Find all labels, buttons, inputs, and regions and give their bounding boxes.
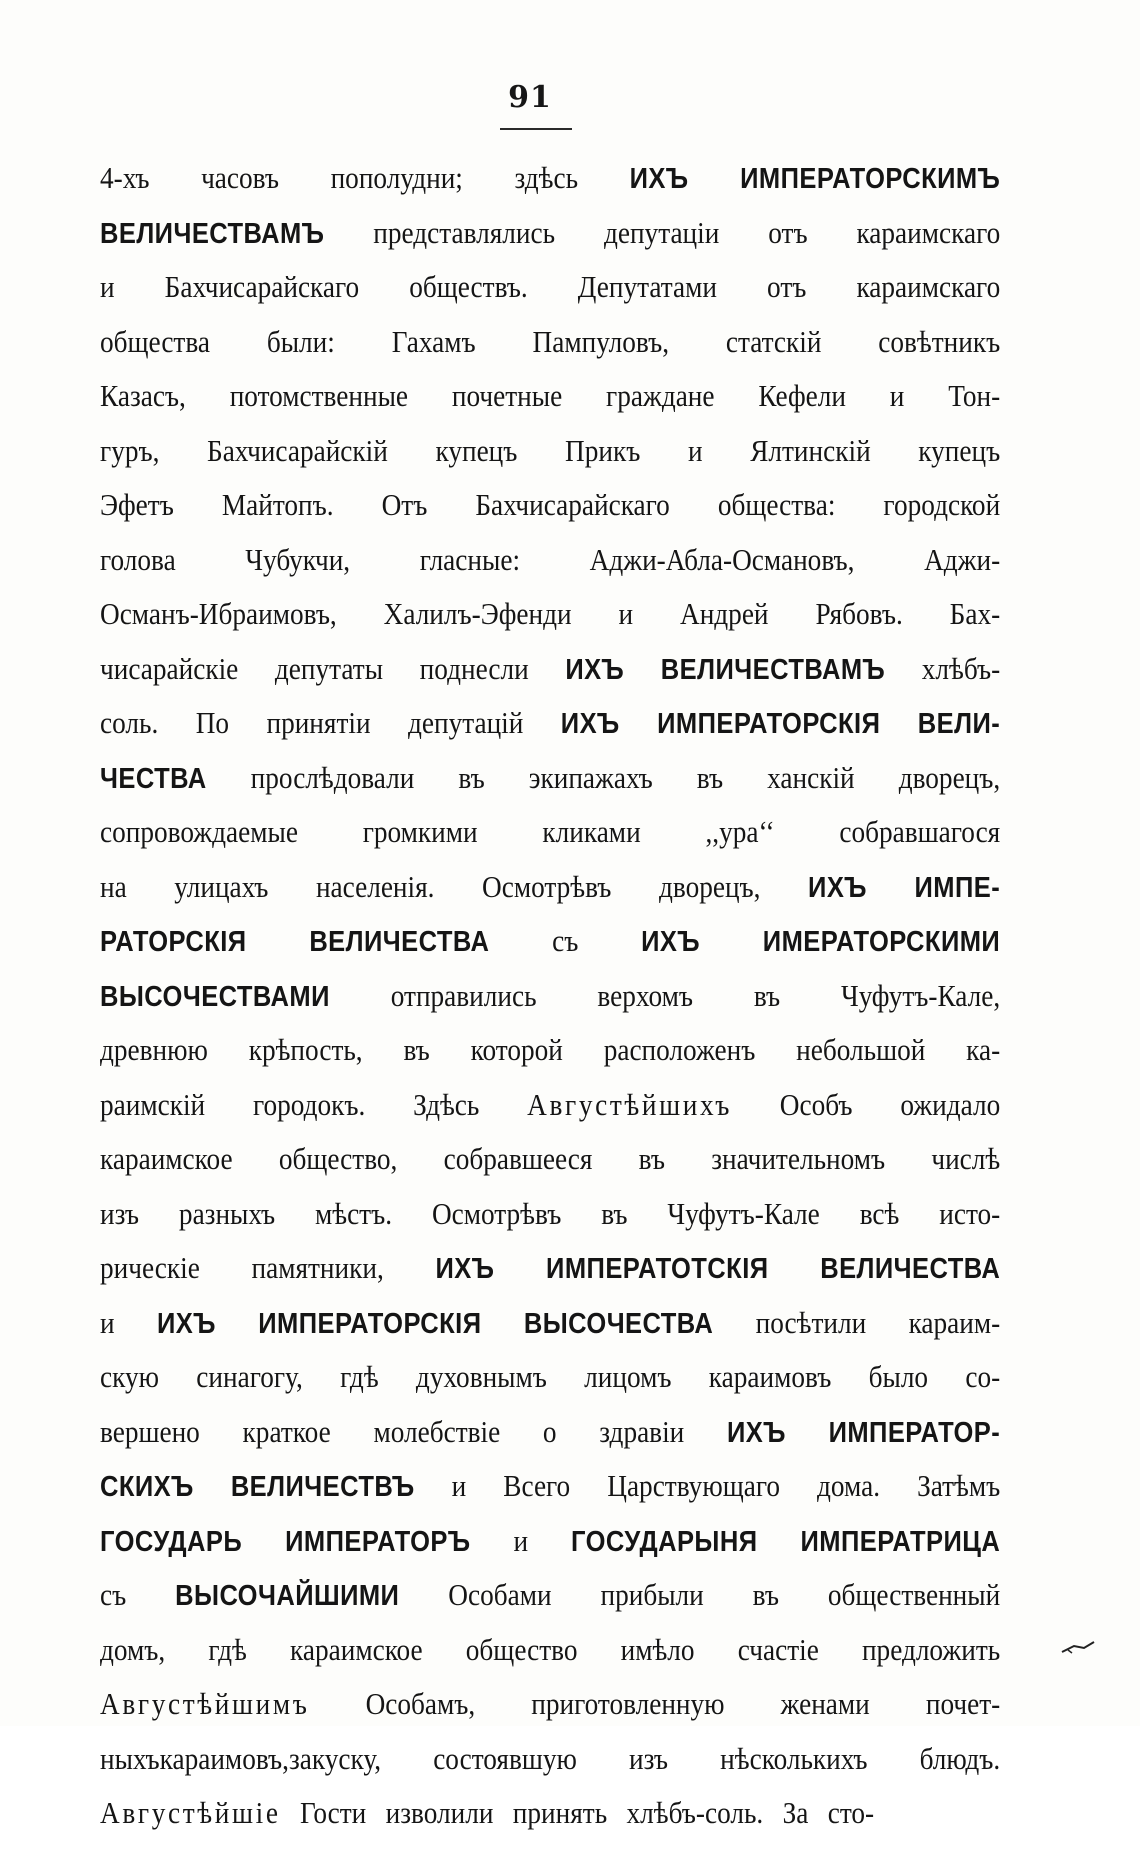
page-number: 91 — [508, 80, 552, 115]
text-line — [100, 1632, 1000, 1687]
word: Бахчисарайскаго — [475, 487, 670, 522]
word: съ — [552, 923, 579, 958]
word: караимское — [100, 1141, 233, 1176]
word: нѣсколькихъ — [720, 1740, 868, 1776]
word: Османъ-Ибраимовъ, — [100, 596, 337, 631]
word: сопровождаемые — [100, 814, 298, 849]
word: въ — [696, 759, 724, 795]
text-line — [100, 1523, 1000, 1578]
word: граждане — [606, 378, 715, 413]
word: ВЕЛИ- — [917, 708, 1001, 740]
word: По — [195, 705, 230, 740]
text-line — [100, 324, 1000, 379]
text-line — [100, 596, 1000, 651]
word: ИМПЕ- — [914, 871, 1001, 904]
word: Чуфутъ-Кале, — [841, 977, 1001, 1013]
word: ИМЕРАТОРСКИМИ — [762, 926, 1001, 958]
text-line — [100, 978, 1000, 1033]
word: прослѣдовали — [250, 759, 415, 795]
word: разныхъ — [178, 1195, 276, 1231]
text-line — [100, 160, 1000, 215]
word: сто- — [827, 1795, 875, 1830]
word: на — [100, 868, 127, 904]
word: ИМПЕРАТОРСКІЯ — [258, 1307, 482, 1340]
word: Казасъ, — [100, 378, 186, 413]
word: обществъ. — [409, 269, 528, 304]
word: расположенъ — [603, 1032, 756, 1067]
word: почет- — [925, 1686, 1001, 1721]
text-line — [100, 215, 1000, 270]
word: ГОСУДАРЬ — [100, 1525, 243, 1558]
word: которой — [470, 1032, 563, 1067]
word: и — [618, 596, 634, 631]
word: ВЫСОЧЕСТВА — [523, 1307, 714, 1340]
word: Царствующаго — [607, 1468, 780, 1503]
word: въ — [752, 1577, 779, 1612]
word: Майтопъ. — [221, 487, 334, 522]
text-line — [100, 1196, 1000, 1251]
word: экипажахъ — [528, 759, 653, 795]
text-line — [100, 1032, 1000, 1087]
word: въ — [638, 1141, 665, 1176]
word: числѣ — [931, 1141, 1001, 1176]
word: Ялтинскій — [750, 432, 871, 468]
word: ВЕЛИЧЕСТВА — [820, 1253, 1001, 1285]
text-line — [100, 1414, 1000, 1469]
word: чисарайскіе — [100, 650, 239, 686]
word: караим- — [908, 1304, 1001, 1340]
word: собравшагося — [839, 814, 1001, 849]
word: гуръ, — [100, 432, 160, 468]
word: 4-хъ — [100, 160, 150, 195]
word: представлялись — [373, 214, 556, 250]
word: караимовъ — [708, 1359, 832, 1394]
word: Прикъ — [565, 432, 641, 468]
word: Отъ — [381, 487, 428, 522]
word: здѣсь — [514, 160, 579, 195]
text-line — [100, 760, 1000, 815]
word: Чуфутъ-Кале — [667, 1195, 820, 1231]
text-line — [100, 869, 1000, 924]
word: громкими — [362, 814, 478, 849]
word: счастіе — [737, 1631, 819, 1667]
word: исто- — [939, 1195, 1001, 1231]
text-line — [100, 1741, 1000, 1796]
word: Затѣмъ — [917, 1468, 1001, 1503]
text-line — [100, 814, 1000, 869]
word: гласные: — [419, 541, 521, 577]
word: ИХЪ — [565, 653, 625, 686]
word: краткое — [242, 1413, 331, 1449]
text-line — [100, 1250, 1000, 1305]
word: и — [687, 432, 703, 468]
word: дворецъ, — [898, 759, 1001, 795]
text-line — [100, 923, 1000, 978]
word: Особами — [448, 1577, 552, 1612]
word: улицахъ — [174, 868, 269, 904]
word: Чубукчи, — [245, 541, 351, 577]
word: Осмотрѣвъ — [482, 868, 612, 904]
word: Халилъ-Эфенди — [383, 596, 572, 631]
word: почетные — [451, 378, 563, 413]
word: ВЫСОЧЕСТВАМИ — [100, 980, 330, 1013]
word: городской — [883, 487, 1001, 522]
word: лицомъ — [584, 1359, 672, 1394]
word: Августѣйшихъ — [527, 1086, 732, 1122]
word: часовъ — [201, 160, 279, 195]
word: въ — [601, 1195, 628, 1231]
word: городокъ. — [252, 1086, 366, 1122]
word: депутацій — [407, 705, 524, 740]
word: ханскій — [767, 759, 855, 795]
text-line — [100, 1686, 1000, 1741]
word: Всего — [503, 1468, 571, 1503]
word: депутаты — [274, 650, 384, 686]
word: вершено — [100, 1413, 200, 1449]
word: и — [889, 378, 905, 413]
word: ЧЕСТВА — [100, 762, 207, 795]
word: ГОСУДАРЫНЯ — [571, 1525, 758, 1558]
word: молебствіе — [373, 1413, 501, 1449]
word: пополудни; — [330, 160, 463, 195]
word: рическіе — [100, 1250, 200, 1285]
word: ВЕЛИЧЕСТВЪ — [230, 1471, 415, 1503]
text-line — [100, 1468, 1000, 1523]
word: Гахамъ — [391, 323, 476, 359]
word: голова — [100, 541, 176, 577]
word: ИХЪ — [726, 1416, 786, 1449]
word: блюдъ. — [919, 1740, 1001, 1776]
word: отъ — [767, 269, 807, 304]
word: мѣстъ. — [314, 1195, 393, 1231]
word: со- — [965, 1359, 1001, 1394]
word: здравіи — [599, 1413, 685, 1449]
word: и — [513, 1522, 529, 1558]
word: изъ — [100, 1195, 140, 1231]
text-line — [100, 1359, 1000, 1414]
text-line — [100, 542, 1000, 597]
word: поднесли — [419, 650, 529, 686]
word: хлѣбъ- — [921, 650, 1001, 686]
word: приготовленную — [531, 1686, 725, 1721]
margin-ink-mark — [1060, 1640, 1096, 1654]
word: ИХЪ — [641, 926, 701, 958]
word: караимскаго — [856, 269, 1001, 304]
word: ВЕЛИЧЕСТВА — [309, 926, 490, 958]
word: верхомъ — [597, 977, 693, 1013]
word: въ — [458, 759, 485, 795]
text-line — [100, 651, 1000, 706]
word: въ — [753, 977, 781, 1013]
word: гдѣ — [208, 1631, 247, 1667]
word: женами — [780, 1686, 870, 1721]
word: ИХЪ — [808, 871, 867, 904]
word: совѣтникъ — [878, 323, 1001, 359]
word: съ — [100, 1577, 127, 1612]
word: Андрей — [680, 596, 769, 631]
word: Бах- — [949, 596, 1001, 631]
word: Пампуловъ, — [532, 323, 670, 359]
word: кликами — [542, 814, 641, 849]
word: небольшой — [796, 1032, 926, 1067]
word: ожидало — [900, 1086, 1001, 1122]
word: раимскій — [100, 1086, 206, 1122]
page-number-rule — [500, 128, 572, 130]
word: Рябовъ. — [815, 596, 903, 631]
word: населенія. — [315, 868, 435, 904]
word: общество, — [278, 1141, 398, 1176]
word: За — [782, 1795, 809, 1830]
word: значительномъ — [711, 1141, 886, 1176]
word: Здѣсь — [413, 1086, 480, 1122]
word: состоявшую — [433, 1740, 577, 1776]
word: общества — [100, 323, 210, 359]
word: ИМПЕРАТОР- — [828, 1416, 1001, 1449]
word: Августѣйшіе — [100, 1795, 281, 1830]
word: древнюю — [100, 1032, 208, 1067]
word: ИМПЕРАТОТСКІЯ — [546, 1253, 769, 1285]
word: собравшееся — [443, 1141, 593, 1176]
word: ИХЪ — [629, 163, 689, 195]
word: Особамъ, — [365, 1686, 476, 1721]
word: гдѣ — [340, 1359, 379, 1394]
word: ,,ура‘‘ — [705, 814, 775, 849]
word: предложить — [861, 1631, 1001, 1667]
word: Кефели — [758, 378, 846, 413]
word: ка- — [966, 1032, 1001, 1067]
word: потомственные — [229, 378, 409, 413]
word: общество — [465, 1631, 578, 1667]
word: ИМПЕРАТРИЦА — [800, 1525, 1001, 1558]
word: СКИХЪ — [100, 1471, 194, 1503]
word: было — [868, 1359, 929, 1394]
word: дворецъ, — [658, 868, 761, 904]
text-line — [100, 1087, 1000, 1142]
word: Бахчисарайскій — [207, 432, 388, 468]
body-text — [100, 160, 1000, 1850]
word: имѣло — [620, 1631, 695, 1667]
word: Августѣйшимъ — [100, 1686, 310, 1721]
word: крѣпость, — [248, 1032, 363, 1067]
word: Депутатами — [577, 269, 717, 304]
word: Гости — [299, 1795, 367, 1830]
word: принять — [512, 1795, 608, 1830]
word: ИМПЕРАТОРЪ — [285, 1525, 471, 1558]
text-line — [100, 378, 1000, 433]
word: и — [100, 269, 115, 304]
text-line — [100, 1305, 1000, 1360]
word: Эфетъ — [100, 487, 174, 522]
word: Осмотрѣвъ — [431, 1195, 562, 1231]
word: принятіи — [266, 705, 371, 740]
word: и — [451, 1468, 467, 1503]
word: Аджи-Абла-Османовъ, — [589, 541, 855, 577]
word: дома. — [817, 1468, 881, 1503]
word: ВЫСОЧАЙШИМИ — [175, 1580, 400, 1612]
word: Тон- — [948, 378, 1001, 413]
word: ныхъкараимовъ,закуску, — [100, 1740, 382, 1776]
word: караимскаго — [856, 214, 1001, 250]
word: всѣ — [859, 1195, 900, 1231]
word: въ — [403, 1032, 430, 1067]
text-line — [100, 433, 1000, 488]
word: ВЕЛИЧЕСТВАМЪ — [100, 217, 325, 250]
word: Бахчисарайскаго — [164, 269, 360, 304]
text-line — [100, 705, 1000, 760]
word: ИХЪ — [560, 708, 620, 740]
word: скую — [100, 1359, 160, 1394]
word: статскій — [725, 323, 822, 359]
word: ИМПЕРАТОРСКІЯ — [657, 708, 881, 740]
word: памятники, — [251, 1250, 384, 1285]
word: отправились — [390, 977, 537, 1013]
text-line — [100, 1577, 1000, 1632]
word: ИХЪ — [435, 1253, 495, 1285]
word: купецъ — [435, 432, 518, 468]
word: РАТОРСКІЯ — [100, 926, 247, 958]
word: духовнымъ — [415, 1359, 547, 1394]
word: домъ, — [100, 1631, 166, 1667]
word: ИХЪ — [156, 1307, 216, 1340]
word: депутаціи — [603, 214, 720, 250]
word: ИМПЕРАТОРСКИМЪ — [740, 163, 1001, 195]
word: изъ — [629, 1740, 669, 1776]
text-line — [100, 1795, 1000, 1850]
word: о — [542, 1413, 557, 1449]
word: хлѣбъ-соль. — [626, 1795, 764, 1830]
word: Аджи- — [924, 541, 1001, 577]
word: караимское — [290, 1631, 423, 1667]
word: общественный — [827, 1577, 1001, 1612]
word: отъ — [768, 214, 808, 250]
text-line — [100, 1141, 1000, 1196]
word: и — [100, 1304, 115, 1340]
text-line — [100, 269, 1000, 324]
word: общества: — [717, 487, 836, 522]
text-line — [100, 487, 1000, 542]
word: Особъ — [779, 1086, 853, 1122]
word: ВЕЛИЧЕСТВАМЪ — [660, 653, 886, 686]
word: изволили — [385, 1795, 494, 1830]
word: синагогу, — [196, 1359, 303, 1394]
word: соль. — [100, 705, 159, 740]
word: были: — [266, 323, 335, 359]
word: купецъ — [918, 432, 1001, 468]
word: посѣтили — [755, 1304, 867, 1340]
word: прибыли — [600, 1577, 704, 1612]
